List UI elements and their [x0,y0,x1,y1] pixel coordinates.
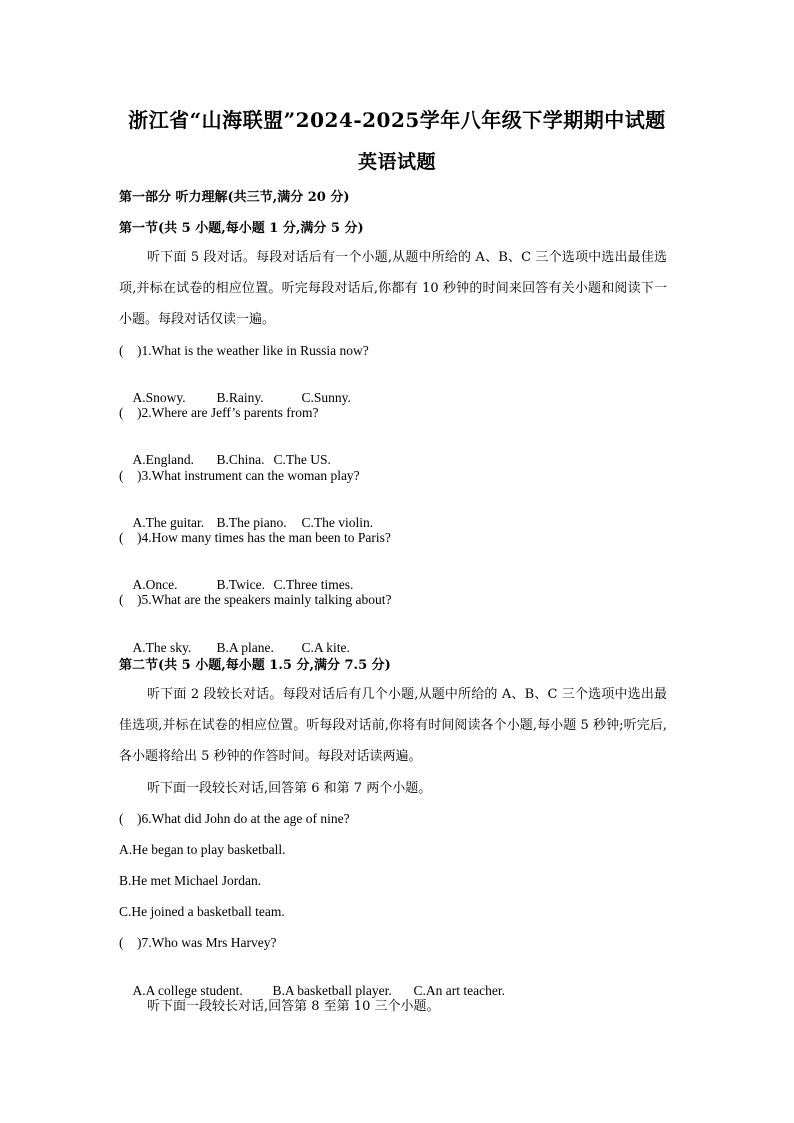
option-c: C.Three times. [273,577,354,592]
part1-heading: 第一部分 听力理解(共三节,满分 20 分) [119,190,350,205]
section2-instructions: 听下面 2 段较长对话。每段对话后有几个小题,从题中所给的 A、B、C 三个选项中选出最佳选项,并标在试卷的相应位置。听每段对话前,你将有时间阅读各个小题,每小题 5 秒钟;听完后,各小题将给出 5 秒钟的作答时间。每段对话读两遍。 [119,687,667,764]
section1-instructions: 听下面 5 段对话。每段对话后有一个小题,从题中所给的 A、B、C 三个选项中选出最佳选项,并标在试卷的相应位置。听完每段对话后,你都有 10 秒钟的时间来回答有关小题和阅读下一小题。每段对话仅读一遍。 [119,250,667,327]
option-b: B.A basketball player. [272,983,392,998]
question-6-option-c: C.He joined a basketball team. [119,904,285,919]
option-c: C.The violin. [301,515,374,530]
option-c: C.The US. [273,452,331,467]
section2-heading: 第二节(共 5 小题,每小题 1.5 分,满分 7.5 分) [119,658,391,673]
option-b: B.The piano. [216,515,287,530]
option-a: A.Snowy. [132,390,186,405]
dialog2-intro: 听下面一段较长对话,回答第 8 至第 10 三个小题。 [147,999,440,1014]
option-a: A.The guitar. [132,515,205,530]
option-b: B.Twice. [216,577,266,592]
option-a: A.Once. [132,577,178,592]
option-b: B.A plane. [216,640,274,655]
option-b: B.China. [216,452,265,467]
option-c: C.An art teacher. [413,983,505,998]
question-6-option-a: A.He began to play basketball. [119,842,286,857]
question-3: ( )3.What instrument can the woman play? [119,468,360,483]
option-c: C.Sunny. [301,390,351,405]
option-a: A.A college student. [132,983,243,998]
question-6-option-b: B.He met Michael Jordan. [119,873,262,888]
option-c: C.A kite. [301,640,350,655]
question-7: ( )7.Who was Mrs Harvey? [119,935,277,950]
question-5: ( )5.What are the speakers mainly talking about? [119,592,392,607]
section1-heading: 第一节(共 5 小题,每小题 1 分,满分 5 分) [119,221,364,236]
exam-title: 浙江省“山海联盟”2024-2025学年八年级下学期期中试题 [128,108,666,132]
option-a: A.The sky. [132,640,192,655]
option-a: A.England. [132,452,194,467]
dialog1-intro: 听下面一段较长对话,回答第 6 和第 7 两个小题。 [147,781,432,796]
exam-subtitle: 英语试题 [357,151,436,173]
option-b: B.Rainy. [216,390,264,405]
question-6: ( )6.What did John do at the age of nine? [119,811,350,826]
question-1: ( )1.What is the weather like in Russia now? [119,343,369,358]
question-4: ( )4.How many times has the man been to Paris? [119,530,391,545]
question-2: ( )2.Where are Jeff’s parents from? [119,405,319,420]
